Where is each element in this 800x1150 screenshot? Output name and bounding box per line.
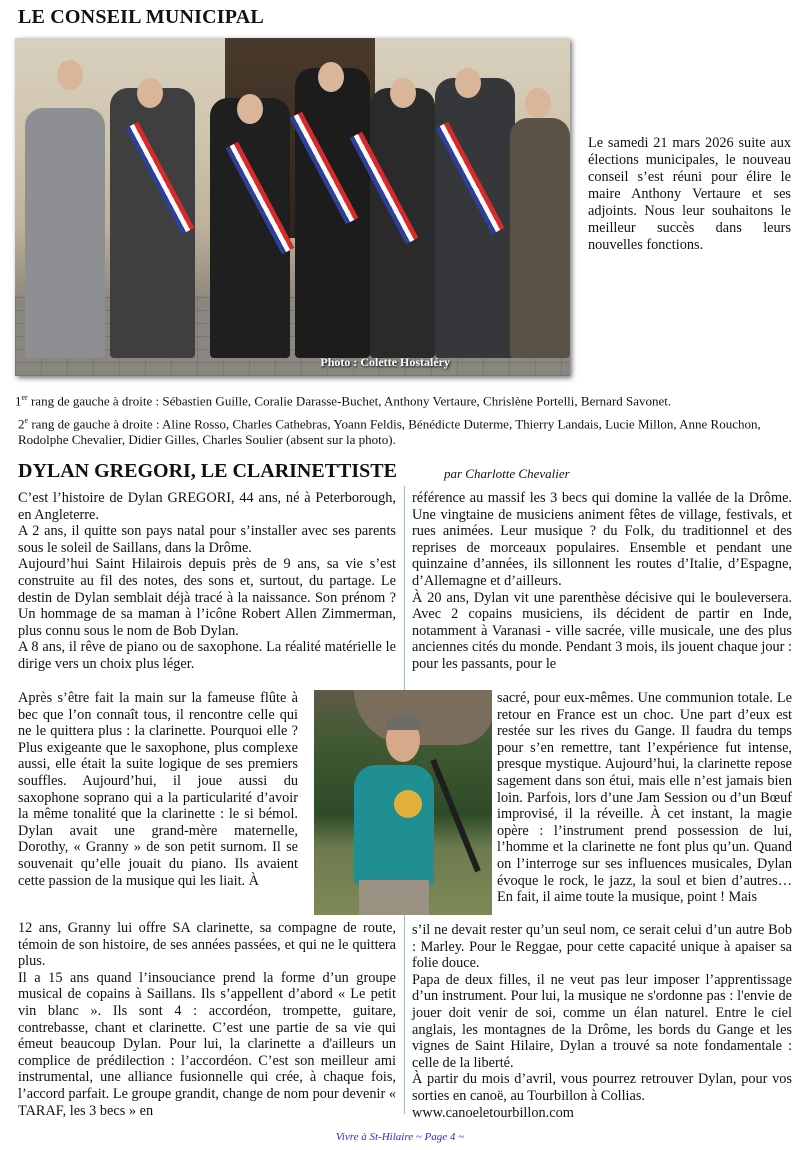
photo-head xyxy=(137,78,163,108)
photo-person xyxy=(435,78,515,358)
photo-hair xyxy=(386,714,422,730)
caption-text: rang de gauche à droite : Sébastien Guille, Coralie Darasse-Buchet, Anthony Vertaure, Chrislène Portelli, Bernard Savonet. xyxy=(27,393,672,409)
paragraph: À partir du mois d’avril, vous pourrez retrouver Dylan, pour vos sorties en canoë, au Tourbillon à Collias. xyxy=(412,1071,792,1104)
photo-head xyxy=(237,94,263,124)
article-right-column-wrap xyxy=(497,690,792,906)
photo-person xyxy=(25,108,105,358)
photo-head xyxy=(525,88,551,118)
paragraph: référence au massif les 3 becs qui domine la vallée de la Drôme. Une vingtaine de musiciens animent fêtes de village, festivals, et rues animées. Leur musique ? du Folk, du traditionnel et des reprises de morceaux populaires. Ensemble et pendant une quinzaine d’années, ils sillonnent les routes d’Italie, d’Espagne, d’Allemagne et d’ailleurs. xyxy=(412,490,792,589)
section-title-dylan: DYLAN GREGORI, LE CLARINETTISTE xyxy=(18,460,397,482)
photo-pants xyxy=(359,880,429,915)
caption-ordinal: 1 xyxy=(15,393,22,409)
caption-ordinal: 2 xyxy=(18,416,25,432)
photo-person xyxy=(295,68,370,358)
caption-ordinal-suffix: e xyxy=(24,416,29,425)
photo-shirt-logo xyxy=(394,790,422,818)
article-left-column-bottom xyxy=(18,920,396,1119)
article-left-column-top xyxy=(18,490,396,673)
paragraph: Après s’être fait la main sur la fameuse flûte à bec que l’on connaît tous, il rencontre celle qui ne le quittera plus : la clarinette. Pourquoi elle ? Plus exigeante que le saxophone, plus complexe aussi, elle était la suite logique de ses premiers souffles. Aujourd’hui, il joue aussi du saxophone soprano qui a la particularité d’avoir la même tonalité que la clarinette : le si bémol. Dylan avait une grand-mère maternelle, Dorothy, « Granny » de son petit surnom. Il se souvenait qu’elle jouait du piano. Ils avaient cette passion de la musique qui les liait. À xyxy=(18,690,298,889)
caption-text: rang de gauche à droite : Aline Rosso, Charles Cathebras, Yoann Feldis, Bénédicte Duterme, Thierry Landais, Lucie Millon, Anne Rouchon, Rodolphe Chevalier, Didier Gilles, Charles Soulier (absent sur la photo). xyxy=(18,416,761,448)
photo-head xyxy=(455,68,481,98)
paragraph: Papa de deux filles, il ne veut pas leur imposer l’apprentissage d’un instrument. Pour lui, la musique ne s'ordonne pas : l'envie de jouer doit venir de soi, comme un élan naturel. Entre le ciel anglais, les montagnes de la Drôme, les bords du Gange et les vignes de Saint Hilaire, Dylan a trouvé sa note fondamentale : celle de la liberté. xyxy=(412,971,792,1071)
photo-head xyxy=(57,60,83,90)
paragraph: s’il ne devait rester qu’un seul nom, ce serait celui d’un autre Bob : Marley. Pour le Reggae, pour cette capacité unique à apaiser sa folie douce. xyxy=(412,922,792,972)
photo-head xyxy=(318,62,344,92)
photo-person xyxy=(510,118,570,358)
photo-clarinet xyxy=(430,759,481,873)
paragraph: sacré, pour eux-mêmes. Une communion totale. Le retour en France est un choc. Une part d’eux est restée sur les rives du Gange. Il faudra du temps pour s’en remettre, tant l’expérience fut intense, presque mystique. Aujourd’hui, la clarinette repose sagement dans son étui, mais elle n’est jamais bien loin. Parfois, lors d’une Jam Session ou d’un Bœuf improvisé, il la réveille. À cet instant, la magie opère : l’instrument prend possession de lui, l’homme et la clarinette ne font plus qu’un. Quand on l’interroge sur ses influences musicales, Dylan évoque le rock, le jazz, la soul et bien d’autres… En fait, il aime toute la musique, point ! Mais xyxy=(497,690,792,906)
council-intro-text: Le samedi 21 mars 2026 suite aux élections municipales, le nouveau conseil s’est réuni pour élire le maire Anthony Vertaure et ses adjoints. Nous leur souhaitons le meilleur succès dans leurs nouvelles fonctions. xyxy=(588,135,791,253)
council-group-photo xyxy=(15,38,570,376)
paragraph: Aujourd’hui Saint Hilairois depuis près de 9 ans, sa vie s’est construite au fil des notes, des sons et, surtout, du partage. Le destin de Dylan semblait déjà tracé à la naissance. Son prénom ? Un hommage de sa maman à l’icône Robert Allen Zimmerman, plus connu sous le nom de Bob Dylan. xyxy=(18,556,396,639)
section-title-conseil: LE CONSEIL MUNICIPAL xyxy=(18,6,264,28)
photo-shirt xyxy=(354,765,434,885)
article-left-column-wrap xyxy=(18,690,298,889)
photo-head xyxy=(390,78,416,108)
paragraph: Il a 15 ans quand l’insouciance prend la forme d’un groupe musical de copains à Saillans. Ils s’appellent d’abord « Le petit vin blanc ». Ils sont 4 : accordéon, trompette, guitare, contrebasse, chant et clarinette. C’est une partie de sa vie qui émeut beaucoup Dylan. Pour lui, la clarinette a d'ailleurs un complice de prédilection : l’accordéon. C’est son meilleur ami instrumental, une alliance fusionnelle qui crée, à chaque fois, l’accord parfait. Le groupe grandit, change de nom pour devenir « TARAF, les 3 becs » en xyxy=(18,969,396,1119)
caption-row-2 xyxy=(18,413,793,448)
article-right-column-top xyxy=(412,490,792,673)
caption-row-1 xyxy=(15,390,790,409)
photo-tree-trunk xyxy=(354,690,492,745)
paragraph: À 20 ans, Dylan vit une parenthèse décisive qui le bouleversera. Avec 2 copains musiciens, ils décident de partir en Inde, notamment à Varanasi - ville sacrée, ville musicale, une des plus anciennes cités du monde. Pendant 3 mois, ils jouent chaque jour : pour les passants, pour le xyxy=(412,589,792,672)
page-footer: Vivre à St-Hilaire ~ Page 4 ~ xyxy=(335,1131,465,1143)
photo-credit: Photo : Colette Hostaléry xyxy=(320,355,450,369)
caption-ordinal-suffix: er xyxy=(21,393,28,402)
paragraph: A 2 ans, il quitte son pays natal pour s’installer avec ses parents sous le soleil de Saillans, dans la Drôme. xyxy=(18,523,396,556)
paragraph: A 8 ans, il rêve de piano ou de saxophone. La réalité matérielle le dirige vers un choix plus léger. xyxy=(18,639,396,672)
paragraph: 12 ans, Granny lui offre SA clarinette, sa compagne de route, témoin de son histoire, de ses années passées, et qui ne le quittera plus. xyxy=(18,920,396,970)
article-right-column-bottom xyxy=(412,922,792,1121)
paragraph: C’est l’histoire de Dylan GREGORI, 44 ans, né à Peterborough, en Angleterre. xyxy=(18,490,396,523)
website-link[interactable]: www.canoeletourbillon.com xyxy=(412,1104,574,1121)
clarinettist-photo xyxy=(314,690,492,915)
article-byline: par Charlotte Chevalier xyxy=(444,466,570,481)
